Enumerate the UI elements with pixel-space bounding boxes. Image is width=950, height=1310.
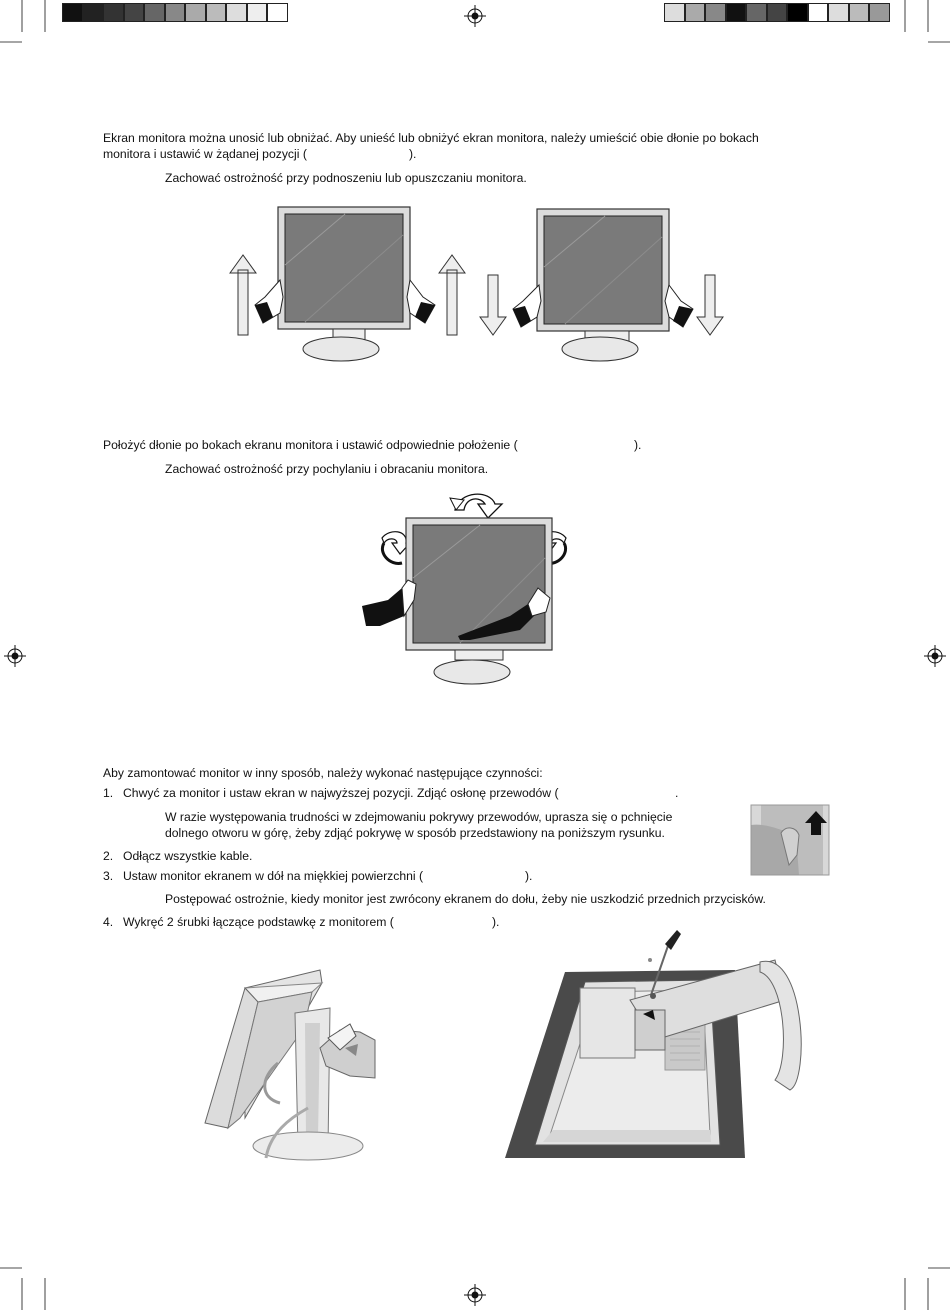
registration-mark-bottom — [464, 1284, 486, 1306]
section1-line2-end: ). — [409, 147, 417, 161]
registration-mark-right — [924, 645, 946, 667]
step3-text-start: Ustaw monitor ekranem w dół na miękkiej powierzchni ( — [123, 869, 424, 883]
section1-line2-start: monitora i ustawić w żądanej pozycji ( — [103, 147, 307, 161]
registration-mark-left — [4, 645, 26, 667]
rotate-arrow-top-icon — [455, 494, 502, 518]
figure-tilt-swivel-monitor — [360, 488, 590, 688]
registration-mark-top — [464, 5, 486, 27]
arrow-up-icon — [230, 255, 256, 335]
step1-text-start: Chwyć za monitor i ustaw ekran w najwyższej pozycji. Zdjąć osłonę przewodów ( — [123, 786, 559, 800]
figure-unscrew-stand — [505, 930, 795, 1160]
arrow-down-icon — [697, 275, 723, 335]
step1-text-end: . — [675, 786, 679, 800]
arrow-up-icon — [439, 255, 465, 335]
arrow-down-icon — [480, 275, 506, 335]
section2-line1-end: ). — [634, 438, 642, 452]
step4-number: 4. — [103, 915, 114, 929]
section3-intro: Aby zamontować monitor w inny sposób, należy wykonać następujące czynności: — [103, 766, 543, 780]
section2-caution: Zachować ostrożność przy pochylaniu i obracaniu monitora. — [165, 462, 489, 476]
section2-line1-start: Położyć dłonie po bokach ekranu monitora i ustawić odpowiednie położenie ( — [103, 438, 518, 452]
step4-text-end: ). — [492, 915, 500, 929]
step3-text-end: ). — [525, 869, 533, 883]
step1-note-line1: W razie występowania trudności w zdejmowaniu pokrywy przewodów, uprasza się o pchnięcie — [165, 810, 673, 824]
monitor-right-illustration — [537, 209, 669, 361]
monitor-left-illustration — [278, 207, 410, 361]
step3-caution: Postępować ostrożnie, kiedy monitor jest zwrócony ekranem do dołu, żeby nie uszkodzić przednich przycisków. — [165, 892, 766, 906]
step2-number: 2. — [103, 849, 114, 863]
figure-cable-cover-push — [751, 805, 829, 875]
step3-number: 3. — [103, 869, 114, 883]
section1-line1: Ekran monitora można unosić lub obniżać. Aby unieść lub obniżyć ekran monitora, należy umieścić obie dłonie po bokach — [103, 131, 759, 145]
figure-remove-cable-cover-side — [200, 968, 375, 1158]
step1-number: 1. — [103, 786, 114, 800]
section1-caution: Zachować ostrożność przy podnoszeniu lub opuszczaniu monitora. — [165, 171, 527, 185]
step1-note-line2: dolnego otworu w górę, żeby zdjąć pokrywę w sposób przedstawiony na poniższym rysunku. — [165, 826, 665, 840]
step2-text: Odłącz wszystkie kable. — [123, 849, 253, 863]
step4-text-start: Wykręć 2 śrubki łączące podstawkę z monitorem ( — [123, 915, 394, 929]
figure-raise-lower-monitor — [225, 205, 725, 365]
